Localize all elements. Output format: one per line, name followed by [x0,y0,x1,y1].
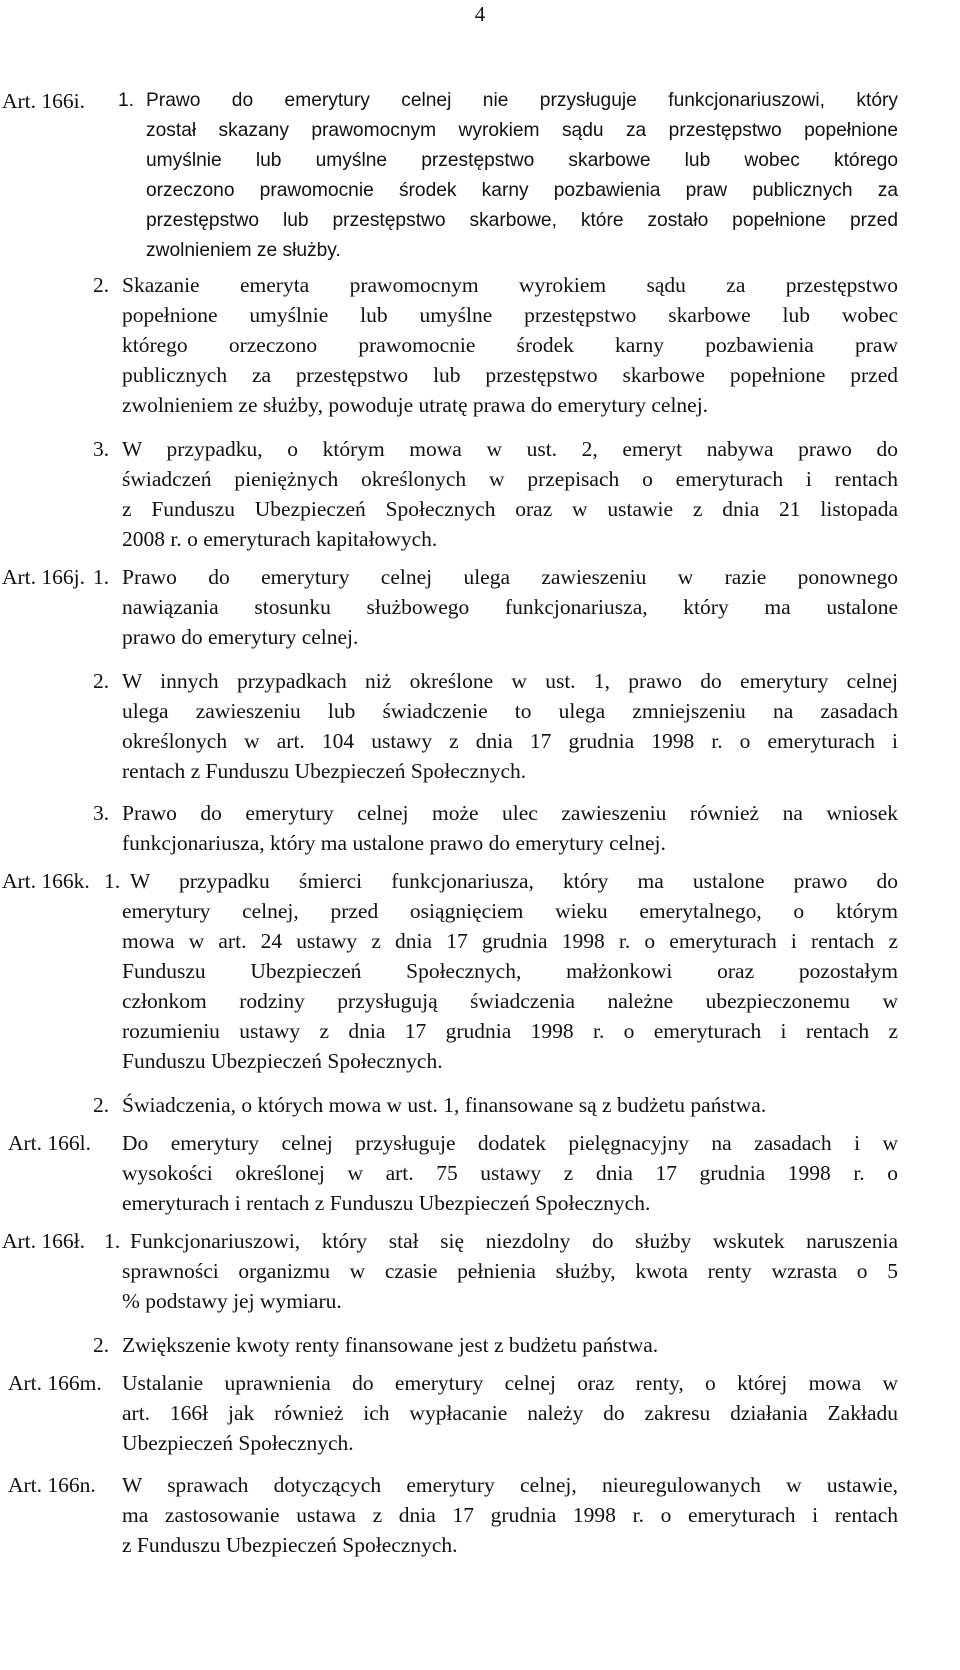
text-line: mowa w art. 24 ustawy z dnia 17 grudnia 1998 r. o emeryturach i rentach z [122,929,898,953]
text-line: z Funduszu Ubezpieczeń Społecznych. [122,1533,458,1557]
text-line: art. 166ł jak również ich wypłacanie należy do zakresu działania Zakładu [122,1401,898,1425]
article-label: Art. 166ł. [2,1229,86,1253]
paragraph-number: 2. [93,273,110,297]
text-line: % podstawy jej wymiaru. [122,1289,342,1313]
paragraph-number: 1. [104,869,121,893]
paragraph-number: 3. [93,801,110,825]
text-line: członkom rodziny przysługują świadczenia należne ubezpieczonemu w [122,989,898,1013]
text-line: W przypadku, o którym mowa w ust. 2, emeryt nabywa prawo do [122,437,898,461]
text-line: ma zastosowanie ustawa z dnia 17 grudnia 1998 r. o emeryturach i rentach [122,1503,898,1527]
text-line: został skazany prawomocnym wyrokiem sądu za przestępstwo popełnione [146,120,898,141]
text-line: Prawo do emerytury celnej ulega zawieszeniu w razie ponownego [122,565,898,589]
text-line: emeryturach i rentach z Funduszu Ubezpieczeń Społecznych. [122,1191,651,1215]
text-line: ulega zawieszeniu lub świadczenie to ulega zmniejszeniu na zasadach [122,699,898,723]
text-line: orzeczono prawomocnie środek karny pozbawienia praw publicznych za [146,180,898,201]
text-line: przestępstwo lub przestępstwo skarbowe, które zostało popełnione przed [146,210,898,231]
text-line: z Funduszu Ubezpieczeń Społecznych oraz w ustawie z dnia 21 listopada [122,497,898,521]
text-line: popełnione umyślnie lub umyślne przestępstwo skarbowe lub wobec [122,303,898,327]
text-line: zwolnieniem ze służby. [146,240,341,261]
paragraph-number: 1. [118,90,135,111]
text-line: rentach z Funduszu Ubezpieczeń Społecznych. [122,759,527,783]
page-number: 4 [474,2,486,26]
text-line: Zwiększenie kwoty renty finansowane jest z budżetu państwa. [122,1333,659,1357]
text-line: sprawności organizmu w czasie pełnienia służby, kwota renty wzrasta o 5 [122,1259,898,1283]
text-line: Do emerytury celnej przysługuje dodatek pielęgnacyjny na zasadach i w [122,1131,898,1155]
paragraph-number: 2. [93,1333,110,1357]
text-line: prawo do emerytury celnej. [122,625,359,649]
text-line: publicznych za przestępstwo lub przestępstwo skarbowe popełnione przed [122,363,898,387]
text-line: Funduszu Ubezpieczeń Społecznych. [122,1049,443,1073]
text-line: W przypadku śmierci funkcjonariusza, który ma ustalone prawo do [130,869,898,893]
article-label: Art. 166j. [2,565,86,589]
text-line: Skazanie emeryta prawomocnym wyrokiem sądu za przestępstwo [122,273,898,297]
paragraph-number: 2. [93,1093,110,1117]
text-line: W sprawach dotyczących emerytury celnej, nieuregulowanych w ustawie, [122,1473,898,1497]
article-label: Art. 166i. [2,89,86,113]
paragraph-number: 1. [104,1229,121,1253]
paragraph-number: 1. [93,565,110,589]
text-line: rozumieniu ustawy z dnia 17 grudnia 1998 r. o emeryturach i rentach z [122,1019,898,1043]
text-line: nawiązania stosunku służbowego funkcjonariusza, który ma ustalone [122,595,898,619]
text-line: Prawo do emerytury celnej nie przysługuje funkcjonariuszowi, który [146,90,898,111]
text-line: umyślnie lub umyślne przestępstwo skarbowe lub wobec którego [146,150,898,171]
text-line: Ubezpieczeń Społecznych. [122,1431,354,1455]
text-line: Funduszu Ubezpieczeń Społecznych, małżonkowi oraz pozostałym [122,959,898,983]
paragraph-number: 2. [93,669,110,693]
text-line: wysokości określonej w art. 75 ustawy z dnia 17 grudnia 1998 r. o [122,1161,898,1185]
text-line: W innych przypadkach niż określone w ust. 1, prawo do emerytury celnej [122,669,898,693]
text-line: funkcjonariusza, który ma ustalone prawo do emerytury celnej. [122,831,666,855]
text-line: Świadczenia, o których mowa w ust. 1, finansowane są z budżetu państwa. [122,1093,767,1117]
text-line: Funkcjonariuszowi, który stał się niezdolny do służby wskutek naruszenia [130,1229,898,1253]
article-label: Art. 166l. [8,1131,92,1155]
text-line: świadczeń pieniężnych określonych w przepisach o emeryturach i rentach [122,467,898,491]
text-line: Prawo do emerytury celnej może ulec zawieszeniu również na wniosek [122,801,898,825]
text-line: emerytury celnej, przed osiągnięciem wieku emerytalnego, o którym [122,899,898,923]
text-line: którego orzeczono prawomocnie środek karny pozbawienia praw [122,333,898,357]
text-line: określonych w art. 104 ustawy z dnia 17 grudnia 1998 r. o emeryturach i [122,729,898,753]
text-line: Ustalanie uprawnienia do emerytury celnej oraz renty, o której mowa w [122,1371,898,1395]
text-line: 2008 r. o emeryturach kapitałowych. [122,527,438,551]
article-label: Art. 166k. [2,869,90,893]
text-line: zwolnieniem ze służby, powoduje utratę prawa do emerytury celnej. [122,393,709,417]
article-label: Art. 166m. [8,1371,102,1395]
paragraph-number: 3. [93,437,110,461]
article-label: Art. 166n. [8,1473,96,1497]
